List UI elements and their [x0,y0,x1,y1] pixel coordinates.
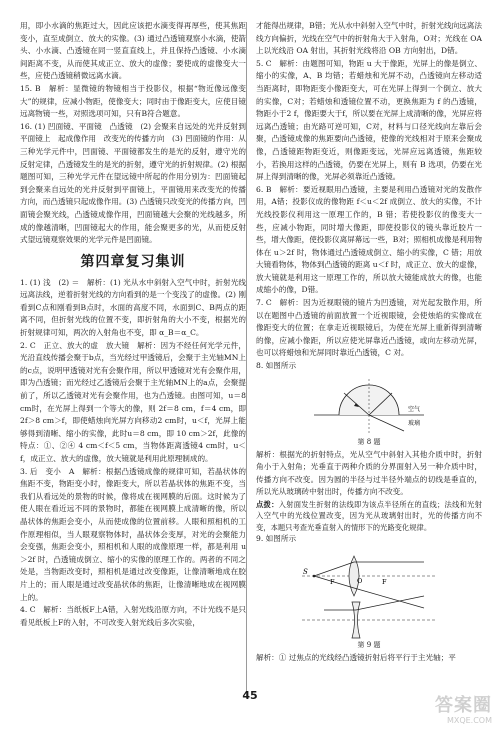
review-answer-6: 6. B 解析：要近视眼用凸透镜，主要是利用凸透镜对光的发散作用，A错；投影仪成的像物距 f＜u＜2f 成倒立、放大的实像，不计光线投影仪利用这一原理工作的，B 错；若使投影仪的像变大一些，应减小物距，同时增大像距，即使投影仪的镜头靠近胶片一些，增大像距，使投影仪离屏幕远一些，B对；照相机成像是利用物体在 u＞2f 时，物体通过凸透镜成倒立、缩小的实像，C 错；用放大镜看物体，物体到凸透镜的距离 u＜f 时，成正立、放大的虚像，放大镜就是利用这一原理工作的，所以放大镜能成放大的像，也能成缩小的像，D错。 [256,184,482,295]
page-number: 45 [242,689,258,702]
figure-9-label-F: F [330,577,335,586]
figure-9-lens-ray-diagram [294,548,444,640]
review-answer-4-continued: 才能得出规律，B错；光从水中斜射入空气中时，折射光线向远离法线方向偏折，光线在空气中的折射角大于入射角，O对；光线在 OA上以光线沿 OA 射出，其折射光线将沿 OB 方向射出，D错。 [256,21,482,56]
review-answer-2: 2. C 正立、放大的虚 放大镜 解析：因为不经任何光学元件，光沿直线传播会聚于b点，当光经过甲透镜后，会聚于主光轴MN上的c点，说明甲透镜对光有会聚作用，所以甲透镜对光有会聚作用，即为凸透镜；而光经过乙透镜后会聚于主光轴MN上的a点，会聚提前了，所以乙透镜对光有会聚作用，也为凸透镜。由图可知，u＝8 cm时，在光屏上得到一个等大的像，则 2f＝8 cm，f＝4 cm，即 2f＞8 cm＞f，即使蜡烛向光屏方向移动2 cm时，u＜f，光屏上能够得到清晰、缩小的实像，此时u＝8 cm，即 10 cm＞2f，此像的特点：①、②④ 4 cm＜f＜5 cm，当物体距离透镜4 cm时，u＜f，成正立、放大的虚像，放大镜就是利用此原理制成的。 [20,340,246,463]
review-answer-4: 4. C 解析：当纸板F上A错，入射光线沿原方向，不计光线不是只看见纸板上F的入射，不可改变入射光线后多次实验， [20,605,246,627]
figure-9-intro: 9. 如图所示 [256,534,297,544]
figure-8-label-glass: 玻璃 [408,419,421,427]
figure-9 [256,548,482,650]
note-text: 入射面发生折射的法线即为该点半径所在的直线；法线和光射入空气中的光线位置改变，因为光从玻璃射出时，光的传播方向不变，本题只考查光垂直射入的情形下的光路变化规律。 [256,500,482,532]
watermark-logo: 答案圈 [435,695,492,716]
figure-8-intro: 8. 如图所示 [256,361,297,371]
answer-16: 16. (1) 凹面镜、平面镜 凸透镜 (2) 会聚来自远处的光并反射到平面镜上 起成像作用 改变光的传播方向 (3) 凹面镜的作用：从三种光学元件中，凹面镜、平面镜都发生的是光的反射，遵守光的反射定律，凸透镜发生的是光的折射，遵守光的折射规律。(2) 根据题图可知，三种光学元件在望远镜中所起的作用分别为：凹面镜起到会聚来自远处的光并反射到平面镜上，平面镜用来改变光的传播方向，而凸透镜只起成像作用。(3) 凸透镜只改变光的传播方向，凹面镜会聚光线，凸透镜成像作用，凹面镜越大会聚的光线越多，所成的像越清晰，凹面镜起大的作用，能会聚更多的光，从而使反射式望远镜观察效果的光学元件是凹面镜。 [20,121,246,245]
answer-14-continued: 用，即小水滴的焦距过大，因此应该把水滴变得再厚些，使其焦距变小，直至成倒立、放大的实像。(3) 通过凸透镜观察小水滴，使箭头、小水滴、凸透镜在同一竖直直线上，并且保持凸透镜、小水滴间距离不变，从而使其成正立、放大的虚像；要使成的虚像变大一些，应使凸透镜稍微远离水滴。 [20,21,246,81]
right-column [256,20,482,664]
answer-15: 15. B 解析：显微镜的物镜相当于投影仪，根据“物近像远像变大”的规律，应减小物距，使像变大；同时由于像距变大，应使目镜远离物镜一些，对照选项可知，只有B符合题意。 [20,83,246,119]
chapter-title: 第四章复习集训 [80,253,186,270]
left-column [20,20,246,629]
figure-9-label-O: O [357,576,363,585]
answer-9-explanation: 解析：① 过焦点的光线经凸透镜折射后将平行于主光轴；平 [256,652,456,662]
review-answer-3: 3. 后 变小 A 解析：根据凸透镜成像的规律可知，若晶状体的焦距不变，物距变小时，像距变大，所以若晶状体的焦距不变，当我们从看远处的景物的时候，像将成在视网膜的后面。这时候为了使人眼在看近远不同的景物时，都能在视网膜上成清晰的像，所以晶状体的焦距会变小，从而使成像的位置前移。人眼和照相机的工作原理相似，当人眼观察物体时，晶状体会变厚，对光的会聚能力会变强，焦距会变小，照相机和人眼的成像原理一样，都是利用 u＞2f 时，凸透镜成倒立、缩小的实像的原理工作的。两者的不同之处是，当物距改变时，照相机是通过改变像距，让像清晰地成在胶片上的；而人眼是通过改变晶状体的焦距，让像清晰地成在视网膜上的。 [20,466,246,602]
figure-8-semicircle-refraction-diagram [304,375,434,437]
figure-8-label-air: 空气 [408,405,421,413]
note-label: 点拨： [256,500,279,509]
answer-8-note [256,499,482,533]
answer-8-explanation: 解析：根据光的折射特点，光从空气中斜射入其他介质中时，折射角小于入射角；光垂直于两种介质的分界面射入另一种介质中时，传播方向不改变。因为圆的半径与过半径外端点的切线是垂直的，所以光从玻璃砖中射出时，传播方向不改变。 [256,449,482,497]
figure-8 [256,375,482,447]
review-answer-7: 7. C 解析：因为近视眼镜的镜片为凹透镜，对光起发散作用，所以在题图中凸透镜的前面放置一个近视眼镜，会使烛焰的实像成在像距变大的位置；在拿走近视眼镜后，为使在光屏上重新得到清晰的像，应减小像距，所以应使光屏靠近凸透镜，或向左移动光屏，也可以将蜡烛和光屏同时靠近凸透镜，C 对。 [256,298,482,358]
figure-8-caption: 第 8 题 [357,437,381,446]
figure-9-label-S: S [303,567,308,576]
review-answer-1: 1. (1) 浅 (2) ＝ 解析：(1) 光从水中斜射入空气中时，折射光线远离法线，逆着折射光线的方向看到的是一个变浅了的虚像。(2) 刚看到C点和刚看到B点时，水面的高度不同，水面到C、B两点的距离不同，但折射光线的位置不变，即折射角的大小不变，根据光的折射规律可知，两次的入射角也不变，即 α_B＝α_C。 [20,277,246,338]
column-divider [246,22,247,698]
figure-9-caption: 第 9 题 [357,640,381,649]
figure-9-label-F-prime: F [382,577,387,586]
watermark-site: MXQE.COM [446,716,492,725]
review-answer-5: 5. C 解析：由题图可知，物距 u 大于像距，光屏上的像是倒立、缩小的实像，A、B 均错；若蜡烛和光屏不动，凸透镜向左移动适当距离时，即物距变小像距变大，可在光屏上得到一个倒立、放大的实像，C对；若蜡烛和透镜位置不动，更换焦距为 f 的凸透镜，物距小于2 f，像距要大于f，所以要在光屏上成清晰的像，光屏应将远离凸透镜；由光路可逆可知，C对，材料与口径光线向左靠后会聚，凸透镜成像的焦距要向凸透镜，使像的光线相对于原来会聚成像，凸透镜距物距变近，则像距变远，光屏应远离透镜，焦距较小，若换用这样的凸透镜，仍要在光屏上，则有 B 选项，仍要在光屏上得到清晰的像，光屏必须靠近凸透镜。 [256,58,482,182]
watermark [406,696,492,726]
